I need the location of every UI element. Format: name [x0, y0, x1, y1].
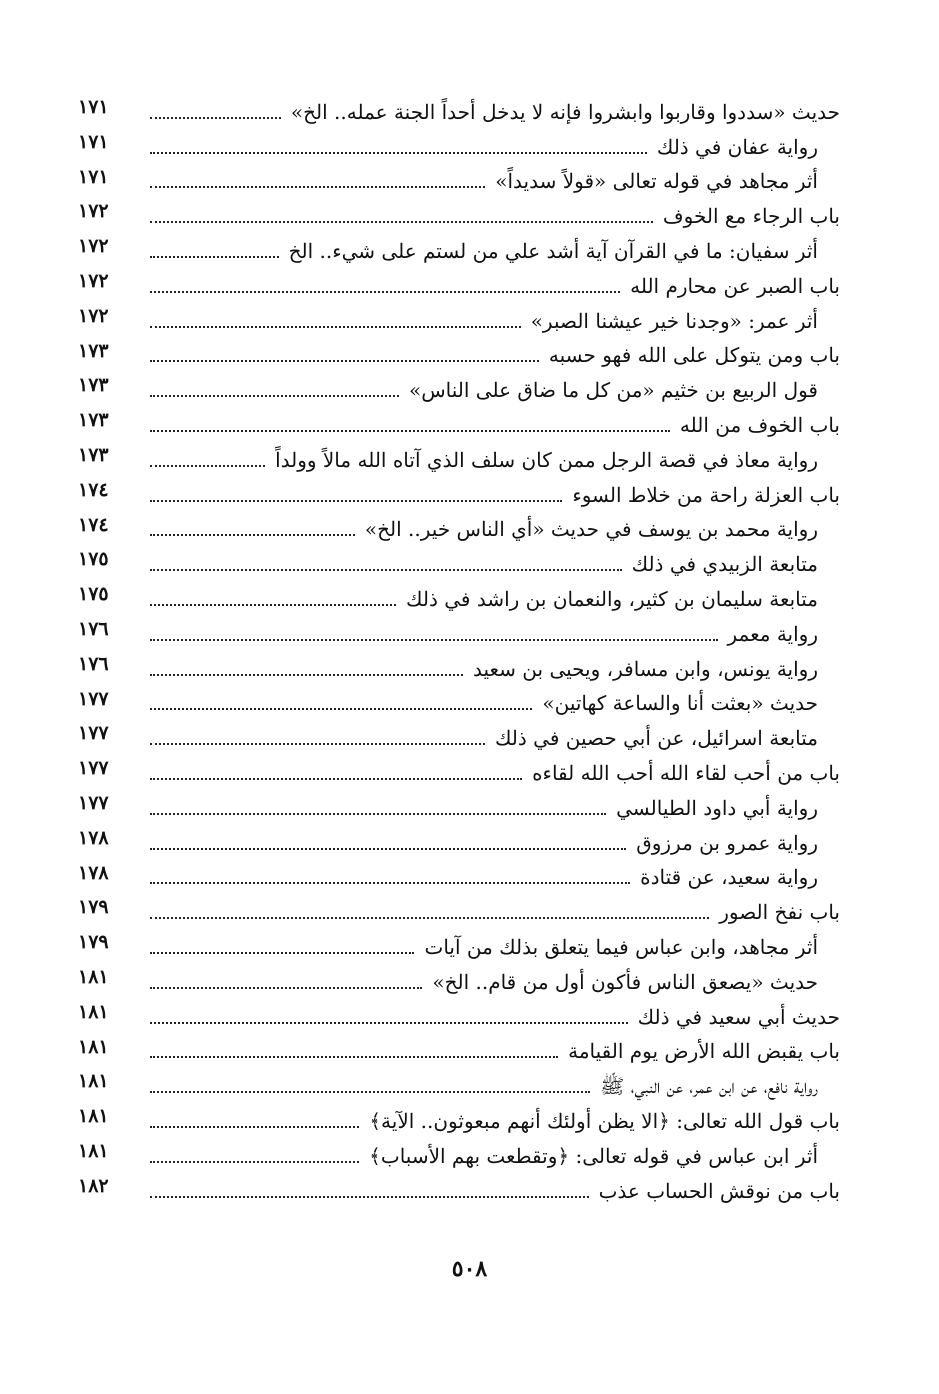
toc-entry: [78, 1136, 840, 1171]
dot-leader: [150, 291, 620, 293]
dot-leader: [150, 534, 355, 536]
toc-entry-page: ١٧٣: [78, 409, 109, 432]
toc-entry-title: رواية معاذ في قصة الرجل ممن كان سلف الذي آتاه الله مالاً وولداً: [275, 447, 818, 472]
dot-leader: [150, 1126, 359, 1128]
dot-leader: [150, 326, 521, 328]
dot-leader: [150, 743, 485, 745]
toc-entry: [78, 231, 840, 266]
toc-entry: [78, 927, 840, 962]
toc-entry: [78, 1101, 840, 1136]
toc-entry-page: ١٧٩: [78, 896, 109, 919]
toc-entry-title: رواية عفان في ذلك: [656, 134, 818, 159]
toc-entry-title: أثر مجاهد في قوله تعالى «قولاً سديداً»: [495, 169, 818, 194]
toc-entry-page: ١٧٢: [78, 269, 109, 292]
toc-entry: [78, 788, 840, 823]
toc-entry: [78, 1171, 840, 1206]
dot-leader: [150, 395, 399, 397]
dot-leader: [150, 917, 709, 919]
toc-entry: [78, 196, 840, 231]
toc-entry: [78, 510, 840, 545]
toc-entry-page: ١٧٧: [78, 791, 109, 814]
toc-entry-title: قول الربيع بن خثيم «من كل ما ضاق على الناس»: [408, 378, 818, 403]
toc-entry-title: رواية محمد بن يوسف في حديث «أي الناس خير.. الخ»: [364, 517, 818, 542]
toc-entry-page: ١٧٧: [78, 722, 109, 745]
toc-entry: [78, 266, 840, 301]
dot-leader: [150, 430, 670, 432]
toc-entry-title: حديث «بعثت أنا والساعة كهاتين»: [542, 691, 818, 716]
toc-entry-title: باب الصبر عن محارم الله: [630, 273, 840, 298]
toc-entry-page: ١٧٦: [78, 652, 109, 675]
toc-entry: [78, 370, 840, 405]
toc-entry-page: ١٧١: [78, 165, 109, 188]
toc-entry-title: رواية سعيد، عن قتادة: [640, 865, 818, 890]
toc-entry-page: ١٧٢: [78, 200, 109, 223]
toc-entry-title: باب ومن يتوكل على الله فهو حسبه: [548, 343, 840, 368]
dot-leader: [150, 1196, 589, 1198]
toc-entry-page: ١٧٥: [78, 583, 109, 606]
toc-entry-page: ١٧٨: [78, 861, 109, 884]
toc-entry-title: أثر مجاهد، وابن عباس فيما يتعلق بذلك من آيات: [424, 934, 818, 959]
toc-entry-title: متابعة اسرائيل، عن أبي حصين في ذلك: [494, 726, 818, 751]
toc-entry: [78, 962, 840, 997]
toc-entry: [78, 614, 840, 649]
toc-entry: [78, 440, 840, 475]
dot-leader: [150, 639, 718, 641]
toc-entry-title: باب الرجاء مع الخوف: [662, 204, 840, 229]
toc-entry-title: رواية يونس، وابن مسافر، ويحيى بن سعيد: [473, 656, 818, 681]
page-number: ٥٠٨: [451, 1256, 488, 1282]
toc-entry-page: ١٧٦: [78, 617, 109, 640]
dot-leader: [150, 778, 522, 780]
toc-entry: [78, 405, 840, 440]
dot-leader: [150, 152, 647, 154]
toc-entry: [78, 823, 840, 858]
dot-leader: [150, 848, 626, 850]
toc-entry-page: ١٨١: [78, 1035, 109, 1058]
toc-entry-title: باب من نوقش الحساب عذب: [598, 1178, 840, 1203]
toc-entry: [78, 1066, 840, 1101]
toc-entry: [78, 162, 840, 197]
toc-entry: [78, 753, 840, 788]
toc-entry: [78, 1032, 840, 1067]
dot-leader: [150, 813, 606, 815]
toc-entry: [78, 127, 840, 162]
toc-entry-title: رواية نافع، عن ابن عمر، عن النبي، ﷺ: [600, 1074, 818, 1099]
toc-entry: [78, 579, 840, 614]
toc-entry: [78, 336, 840, 371]
toc-entry-title: باب الخوف من الله: [679, 412, 840, 437]
toc-entry-title: باب نفخ الصور: [719, 900, 840, 925]
dot-leader: [150, 221, 653, 223]
toc-entry-title: باب من أحب لقاء الله أحب الله لقاءه: [532, 760, 840, 785]
toc-entry-title: رواية عمرو بن مرزوق: [636, 830, 818, 855]
toc-entry: [78, 301, 840, 336]
dot-leader: [150, 882, 630, 884]
toc-entry-page: ١٧١: [78, 96, 109, 118]
toc-entry-page: ١٧١: [78, 130, 109, 153]
toc-entry-title: أثر عمر: «وجدنا خير عيشنا الصبر»: [530, 308, 818, 333]
toc-entry-title: متابعة سليمان بن كثير، والنعمان بن راشد في ذلك: [406, 586, 818, 611]
toc-entry: [78, 92, 840, 127]
toc-entry-page: ١٧٨: [78, 826, 109, 849]
toc-entry-title: باب قول الله تعالى: ﴿الا يظن أولئك أنهم مبعوثون.. الآية﴾: [369, 1108, 840, 1133]
dot-leader: [150, 569, 622, 571]
dot-leader: [150, 1161, 359, 1163]
toc-entry-page: ١٧٧: [78, 757, 109, 780]
toc-entry-page: ١٧٧: [78, 687, 109, 710]
dot-leader: [150, 604, 396, 606]
toc-entry-title: رواية معمر: [727, 621, 818, 646]
dot-leader: [150, 465, 265, 467]
toc-entry: [78, 684, 840, 719]
toc-entry-title: حديث أبي سعيد في ذلك: [637, 1004, 840, 1029]
toc-entry-title: متابعة الزبيدي في ذلك: [631, 552, 818, 577]
toc-entry-title: رواية أبي داود الطيالسي: [616, 795, 818, 820]
dot-leader: [150, 987, 422, 989]
dot-leader: [150, 674, 463, 676]
dot-leader: [150, 952, 414, 954]
dot-leader: [150, 360, 539, 362]
toc-entry-page: ١٧٣: [78, 443, 109, 466]
toc-entry: [78, 718, 840, 753]
dot-leader: [150, 1056, 558, 1058]
toc-entry: [78, 649, 840, 684]
toc-entry: [78, 892, 840, 927]
toc-entry-page: ١٧٤: [78, 478, 109, 501]
dot-leader: [150, 500, 562, 502]
dot-leader: [150, 117, 281, 119]
toc-entry-title: باب العزلة راحة من خلاط السوء: [572, 482, 840, 507]
toc-entry-title: باب يقبض الله الأرض يوم القيامة: [568, 1039, 840, 1064]
toc-entry-page: ١٧٣: [78, 374, 109, 397]
dot-leader: [150, 708, 532, 710]
toc-entry-page: ١٧٢: [78, 235, 109, 258]
dot-leader: [150, 186, 485, 188]
toc-entry-page: ١٨١: [78, 1070, 109, 1093]
toc-entry-title: أثر ابن عباس في قوله تعالى: ﴿وتقطعت بهم الأسباب﴾: [369, 1143, 818, 1168]
toc-entry-page: ١٧٣: [78, 339, 109, 362]
toc-entry-page: ١٧٤: [78, 513, 109, 536]
toc-entry-title: حديث «يصعق الناس فأكون أول من قام.. الخ»: [432, 969, 818, 994]
toc-entry: [78, 997, 840, 1032]
toc-entry-page: ١٧٩: [78, 931, 109, 954]
toc-entry-title: أثر سفيان: ما في القرآن آية أشد علي من لستم على شيء.. الخ: [288, 238, 818, 263]
toc-entry-page: ١٧٢: [78, 304, 109, 327]
toc-entry: [78, 475, 840, 510]
toc-entry-page: ١٨١: [78, 1139, 109, 1162]
toc-entry: [78, 858, 840, 893]
toc-entry: [78, 544, 840, 579]
dot-leader: [150, 1091, 590, 1093]
toc-entry-page: ١٨٢: [78, 1174, 109, 1197]
dot-leader: [150, 256, 279, 258]
dot-leader: [150, 1022, 628, 1024]
toc-entry-page: ١٨١: [78, 965, 109, 988]
toc-entry-page: ١٨١: [78, 1000, 109, 1023]
toc-entry-page: ١٨١: [78, 1105, 109, 1128]
toc-entry-page: ١٧٥: [78, 548, 109, 571]
table-of-contents: [78, 92, 840, 1206]
toc-entry-title: حديث «سددوا وقاربوا وابشروا فإنه لا يدخل أحداً الجنة عمله.. الخ»: [290, 99, 840, 124]
